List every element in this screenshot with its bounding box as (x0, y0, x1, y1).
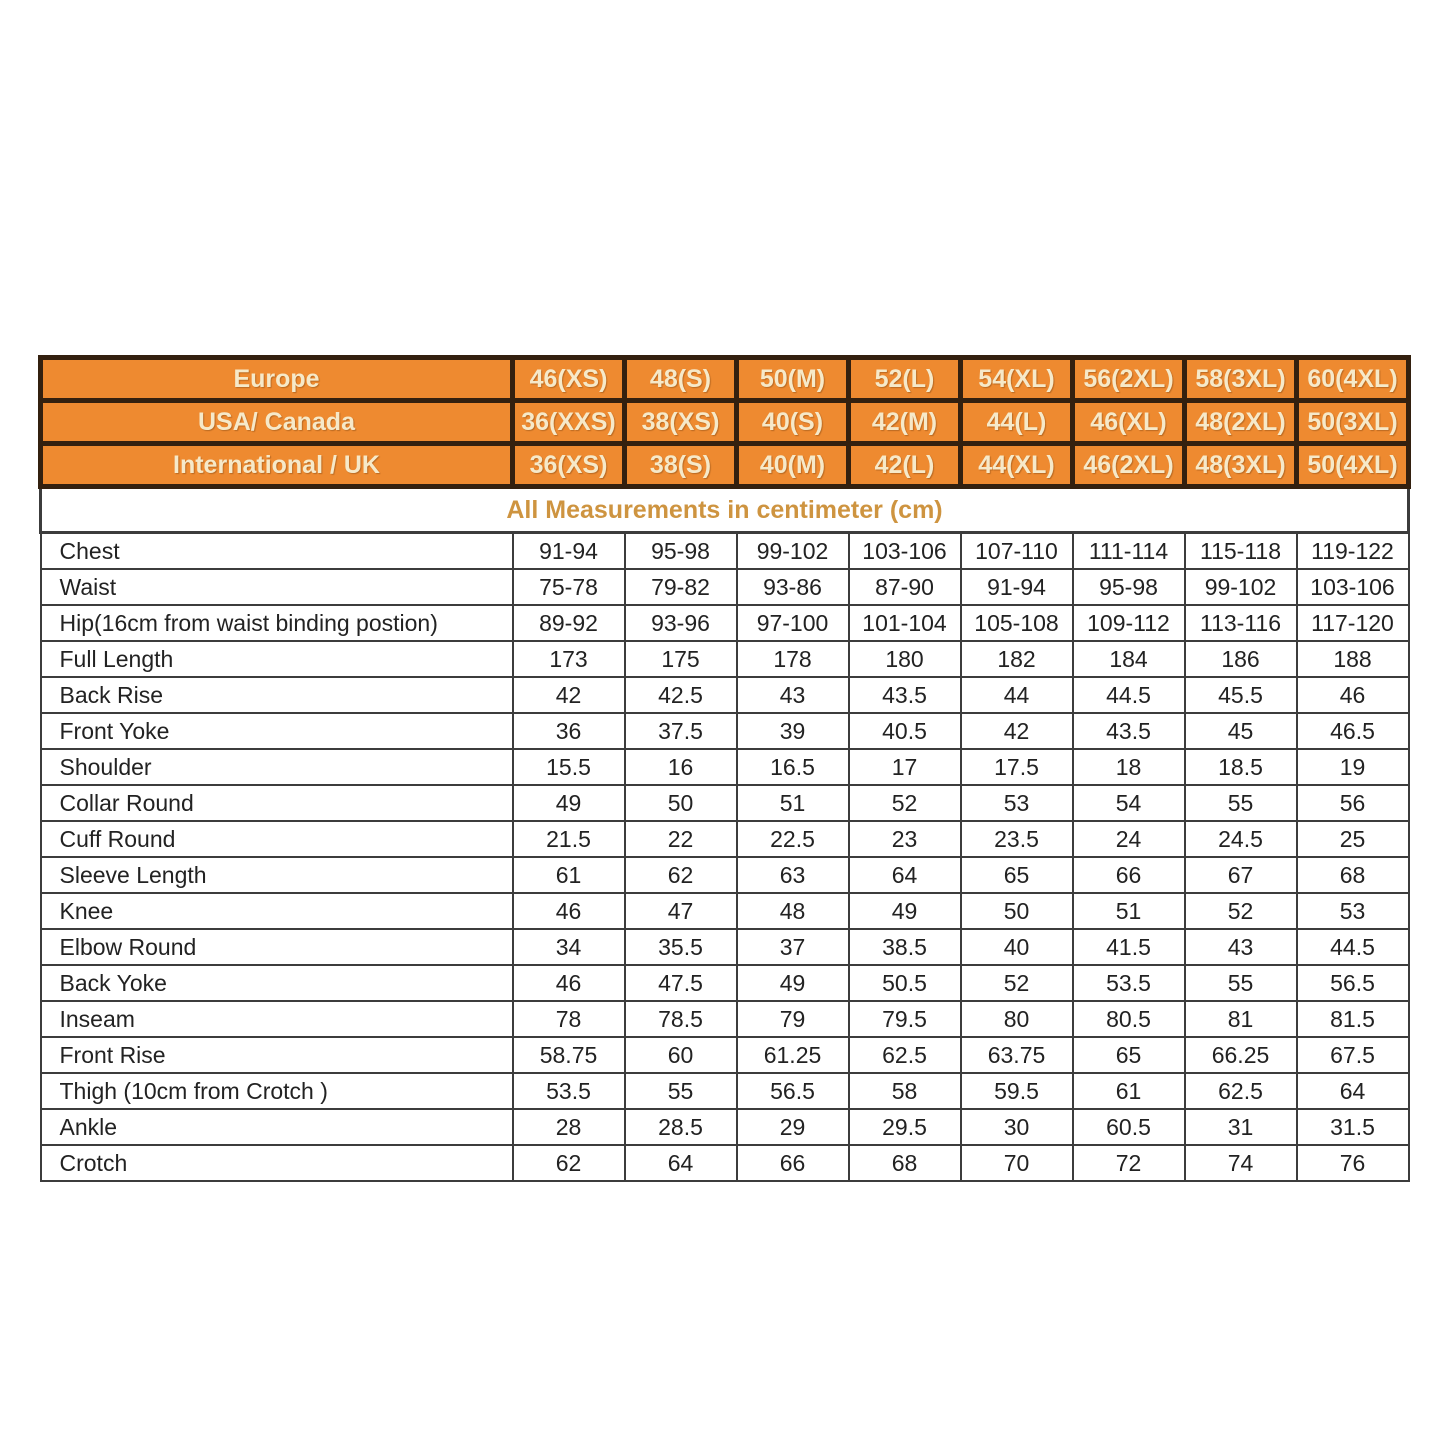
data-row (41, 893, 1409, 929)
measurement-value: 63 (737, 857, 849, 893)
measurement-value: 43 (1185, 929, 1297, 965)
measurement-value: 40.5 (849, 713, 961, 749)
measurement-value: 54 (1073, 785, 1185, 821)
measurement-value: 81 (1185, 1001, 1297, 1037)
size-cell: 50(4XL) (1297, 444, 1409, 487)
measurement-value: 103-106 (849, 533, 961, 570)
measurement-value: 42 (961, 713, 1073, 749)
measurement-value: 173 (513, 641, 625, 677)
measurement-value: 70 (961, 1145, 1073, 1181)
measurement-value: 62.5 (1185, 1073, 1297, 1109)
measurement-value: 41.5 (1073, 929, 1185, 965)
measurement-value: 53 (1297, 893, 1409, 929)
measurement-value: 105-108 (961, 605, 1073, 641)
measurement-value: 66 (737, 1145, 849, 1181)
measurement-value: 29.5 (849, 1109, 961, 1145)
size-cell: 58(3XL) (1185, 358, 1297, 401)
size-cell: 36(XXS) (513, 401, 625, 444)
size-cell: 56(2XL) (1073, 358, 1185, 401)
measurement-value: 52 (849, 785, 961, 821)
measurement-value: 45.5 (1185, 677, 1297, 713)
measurement-value: 68 (849, 1145, 961, 1181)
size-cell: 46(XL) (1073, 401, 1185, 444)
measurement-value: 101-104 (849, 605, 961, 641)
measurement-value: 65 (1073, 1037, 1185, 1073)
measurement-label: Thigh (10cm from Crotch ) (41, 1073, 513, 1109)
measurement-value: 115-118 (1185, 533, 1297, 570)
measurement-value: 21.5 (513, 821, 625, 857)
size-cell: 50(3XL) (1297, 401, 1409, 444)
measurement-value: 46.5 (1297, 713, 1409, 749)
measurement-label: Front Yoke (41, 713, 513, 749)
measurement-value: 17.5 (961, 749, 1073, 785)
measurement-value: 18.5 (1185, 749, 1297, 785)
size-cell: 44(L) (961, 401, 1073, 444)
measurement-value: 35.5 (625, 929, 737, 965)
measurement-value: 28.5 (625, 1109, 737, 1145)
measurement-value: 93-96 (625, 605, 737, 641)
measurement-value: 29 (737, 1109, 849, 1145)
measurement-value: 49 (513, 785, 625, 821)
measurement-value: 61 (513, 857, 625, 893)
measurement-value: 62.5 (849, 1037, 961, 1073)
measurement-value: 44.5 (1297, 929, 1409, 965)
measurement-value: 95-98 (625, 533, 737, 570)
measurement-value: 51 (737, 785, 849, 821)
measurement-value: 15.5 (513, 749, 625, 785)
data-row (41, 569, 1409, 605)
data-row (41, 1073, 1409, 1109)
measurement-value: 46 (513, 965, 625, 1001)
measurement-value: 180 (849, 641, 961, 677)
measurement-value: 31.5 (1297, 1109, 1409, 1145)
header-row (41, 401, 1409, 444)
data-row (41, 929, 1409, 965)
measurement-label: Knee (41, 893, 513, 929)
measurement-label: Shoulder (41, 749, 513, 785)
measurement-value: 16.5 (737, 749, 849, 785)
region-label: USA/ Canada (41, 401, 513, 444)
measurement-value: 55 (1185, 785, 1297, 821)
measurement-value: 24.5 (1185, 821, 1297, 857)
measurement-value: 50 (961, 893, 1073, 929)
data-row (41, 821, 1409, 857)
measurement-value: 67 (1185, 857, 1297, 893)
measurement-value: 78.5 (625, 1001, 737, 1037)
data-row (41, 713, 1409, 749)
measurement-value: 39 (737, 713, 849, 749)
measurement-value: 79 (737, 1001, 849, 1037)
measurement-label: Full Length (41, 641, 513, 677)
measurement-value: 79-82 (625, 569, 737, 605)
data-row (41, 533, 1409, 570)
measurement-value: 45 (1185, 713, 1297, 749)
measurement-value: 68 (1297, 857, 1409, 893)
measurement-value: 34 (513, 929, 625, 965)
measurement-value: 65 (961, 857, 1073, 893)
measurement-value: 51 (1073, 893, 1185, 929)
measurement-value: 53 (961, 785, 1073, 821)
measurement-label: Chest (41, 533, 513, 570)
measurement-value: 42.5 (625, 677, 737, 713)
measurement-value: 46 (513, 893, 625, 929)
measurement-value: 184 (1073, 641, 1185, 677)
measurement-value: 47 (625, 893, 737, 929)
size-cell: 52(L) (849, 358, 961, 401)
measurement-value: 81.5 (1297, 1001, 1409, 1037)
measurement-value: 48 (737, 893, 849, 929)
measurement-value: 66.25 (1185, 1037, 1297, 1073)
data-row (41, 1145, 1409, 1181)
measurement-value: 50.5 (849, 965, 961, 1001)
measurement-rows (41, 533, 1409, 1182)
measurement-value: 55 (1185, 965, 1297, 1001)
measurement-value: 79.5 (849, 1001, 961, 1037)
size-cell: 48(3XL) (1185, 444, 1297, 487)
data-row (41, 1109, 1409, 1145)
measurement-value: 97-100 (737, 605, 849, 641)
measurement-value: 42 (513, 677, 625, 713)
size-cell: 46(XS) (513, 358, 625, 401)
measurement-value: 74 (1185, 1145, 1297, 1181)
measurement-value: 50 (625, 785, 737, 821)
measurement-value: 63.75 (961, 1037, 1073, 1073)
measurement-value: 37.5 (625, 713, 737, 749)
measurement-label: Back Rise (41, 677, 513, 713)
measurement-value: 19 (1297, 749, 1409, 785)
size-cell: 44(XL) (961, 444, 1073, 487)
measurement-value: 22 (625, 821, 737, 857)
measurement-value: 23.5 (961, 821, 1073, 857)
measurement-value: 17 (849, 749, 961, 785)
size-cell: 50(M) (737, 358, 849, 401)
size-cell: 60(4XL) (1297, 358, 1409, 401)
data-row (41, 749, 1409, 785)
measurement-value: 53.5 (513, 1073, 625, 1109)
data-row (41, 857, 1409, 893)
size-cell: 48(S) (625, 358, 737, 401)
measurement-value: 43.5 (849, 677, 961, 713)
measurement-value: 62 (513, 1145, 625, 1181)
measurement-value: 64 (849, 857, 961, 893)
size-cell: 38(XS) (625, 401, 737, 444)
measurement-value: 52 (1185, 893, 1297, 929)
header-row (41, 444, 1409, 487)
measurement-value: 43 (737, 677, 849, 713)
measurement-value: 37 (737, 929, 849, 965)
measurement-value: 56 (1297, 785, 1409, 821)
measurement-value: 43.5 (1073, 713, 1185, 749)
measurement-value: 60 (625, 1037, 737, 1073)
measurement-value: 61.25 (737, 1037, 849, 1073)
measurement-value: 99-102 (1185, 569, 1297, 605)
measurement-value: 91-94 (513, 533, 625, 570)
measurement-value: 40 (961, 929, 1073, 965)
measurement-value: 186 (1185, 641, 1297, 677)
size-chart-table (38, 355, 1411, 1182)
region-label: Europe (41, 358, 513, 401)
measurement-value: 109-112 (1073, 605, 1185, 641)
measurement-label: Waist (41, 569, 513, 605)
measurement-value: 38.5 (849, 929, 961, 965)
data-row (41, 1037, 1409, 1073)
measurement-value: 89-92 (513, 605, 625, 641)
measurement-value: 64 (1297, 1073, 1409, 1109)
measurement-value: 113-116 (1185, 605, 1297, 641)
measurement-value: 36 (513, 713, 625, 749)
measurement-value: 47.5 (625, 965, 737, 1001)
measurement-value: 91-94 (961, 569, 1073, 605)
measurement-value: 22.5 (737, 821, 849, 857)
measurement-value: 87-90 (849, 569, 961, 605)
measurement-value: 23 (849, 821, 961, 857)
measurement-value: 175 (625, 641, 737, 677)
data-row (41, 641, 1409, 677)
measurement-value: 58.75 (513, 1037, 625, 1073)
measurement-label: Sleeve Length (41, 857, 513, 893)
measurement-value: 111-114 (1073, 533, 1185, 570)
measurement-value: 78 (513, 1001, 625, 1037)
measurement-label: Front Rise (41, 1037, 513, 1073)
measurement-label: Elbow Round (41, 929, 513, 965)
size-cell: 46(2XL) (1073, 444, 1185, 487)
measurement-value: 56.5 (1297, 965, 1409, 1001)
measurement-value: 16 (625, 749, 737, 785)
measurement-value: 49 (737, 965, 849, 1001)
measurement-value: 59.5 (961, 1073, 1073, 1109)
measurement-value: 44.5 (1073, 677, 1185, 713)
measurement-value: 61 (1073, 1073, 1185, 1109)
measurement-value: 75-78 (513, 569, 625, 605)
measurement-value: 72 (1073, 1145, 1185, 1181)
data-row (41, 965, 1409, 1001)
measurement-value: 188 (1297, 641, 1409, 677)
measurement-value: 44 (961, 677, 1073, 713)
measurement-value: 24 (1073, 821, 1185, 857)
measurement-label: Crotch (41, 1145, 513, 1181)
measurement-label: Collar Round (41, 785, 513, 821)
measurement-label: Ankle (41, 1109, 513, 1145)
data-row (41, 1001, 1409, 1037)
size-cell: 36(XS) (513, 444, 625, 487)
size-cell: 40(S) (737, 401, 849, 444)
region-label: International / UK (41, 444, 513, 487)
measurement-value: 103-106 (1297, 569, 1409, 605)
subtitle-row (41, 487, 1409, 533)
measurement-value: 28 (513, 1109, 625, 1145)
measurement-value: 18 (1073, 749, 1185, 785)
measurement-value: 30 (961, 1109, 1073, 1145)
measurement-value: 53.5 (1073, 965, 1185, 1001)
size-cell: 38(S) (625, 444, 737, 487)
size-cell: 42(M) (849, 401, 961, 444)
measurement-value: 66 (1073, 857, 1185, 893)
measurement-label: Hip(16cm from waist binding postion) (41, 605, 513, 641)
measurement-value: 117-120 (1297, 605, 1409, 641)
size-header (41, 358, 1409, 487)
measurement-value: 80 (961, 1001, 1073, 1037)
measurement-value: 80.5 (1073, 1001, 1185, 1037)
data-row (41, 677, 1409, 713)
measurement-value: 76 (1297, 1145, 1409, 1181)
header-row (41, 358, 1409, 401)
data-row (41, 605, 1409, 641)
size-cell: 42(L) (849, 444, 961, 487)
measurement-value: 25 (1297, 821, 1409, 857)
measurement-value: 62 (625, 857, 737, 893)
measurement-value: 182 (961, 641, 1073, 677)
measurement-value: 58 (849, 1073, 961, 1109)
measurement-value: 46 (1297, 677, 1409, 713)
measurement-value: 119-122 (1297, 533, 1409, 570)
measurement-value: 56.5 (737, 1073, 849, 1109)
measurement-value: 99-102 (737, 533, 849, 570)
measurement-unit-note: All Measurements in centimeter (cm) (41, 487, 1409, 533)
measurement-label: Inseam (41, 1001, 513, 1037)
measurement-label: Cuff Round (41, 821, 513, 857)
size-cell: 40(M) (737, 444, 849, 487)
measurement-value: 52 (961, 965, 1073, 1001)
measurement-value: 55 (625, 1073, 737, 1109)
measurement-value: 93-86 (737, 569, 849, 605)
size-cell: 48(2XL) (1185, 401, 1297, 444)
size-cell: 54(XL) (961, 358, 1073, 401)
data-row (41, 785, 1409, 821)
measurement-label: Back Yoke (41, 965, 513, 1001)
measurement-value: 67.5 (1297, 1037, 1409, 1073)
measurement-value: 60.5 (1073, 1109, 1185, 1145)
measurement-value: 31 (1185, 1109, 1297, 1145)
measurement-value: 64 (625, 1145, 737, 1181)
measurement-value: 107-110 (961, 533, 1073, 570)
size-chart-container (38, 355, 1407, 1182)
measurement-value: 49 (849, 893, 961, 929)
measurement-value: 178 (737, 641, 849, 677)
measurement-value: 95-98 (1073, 569, 1185, 605)
